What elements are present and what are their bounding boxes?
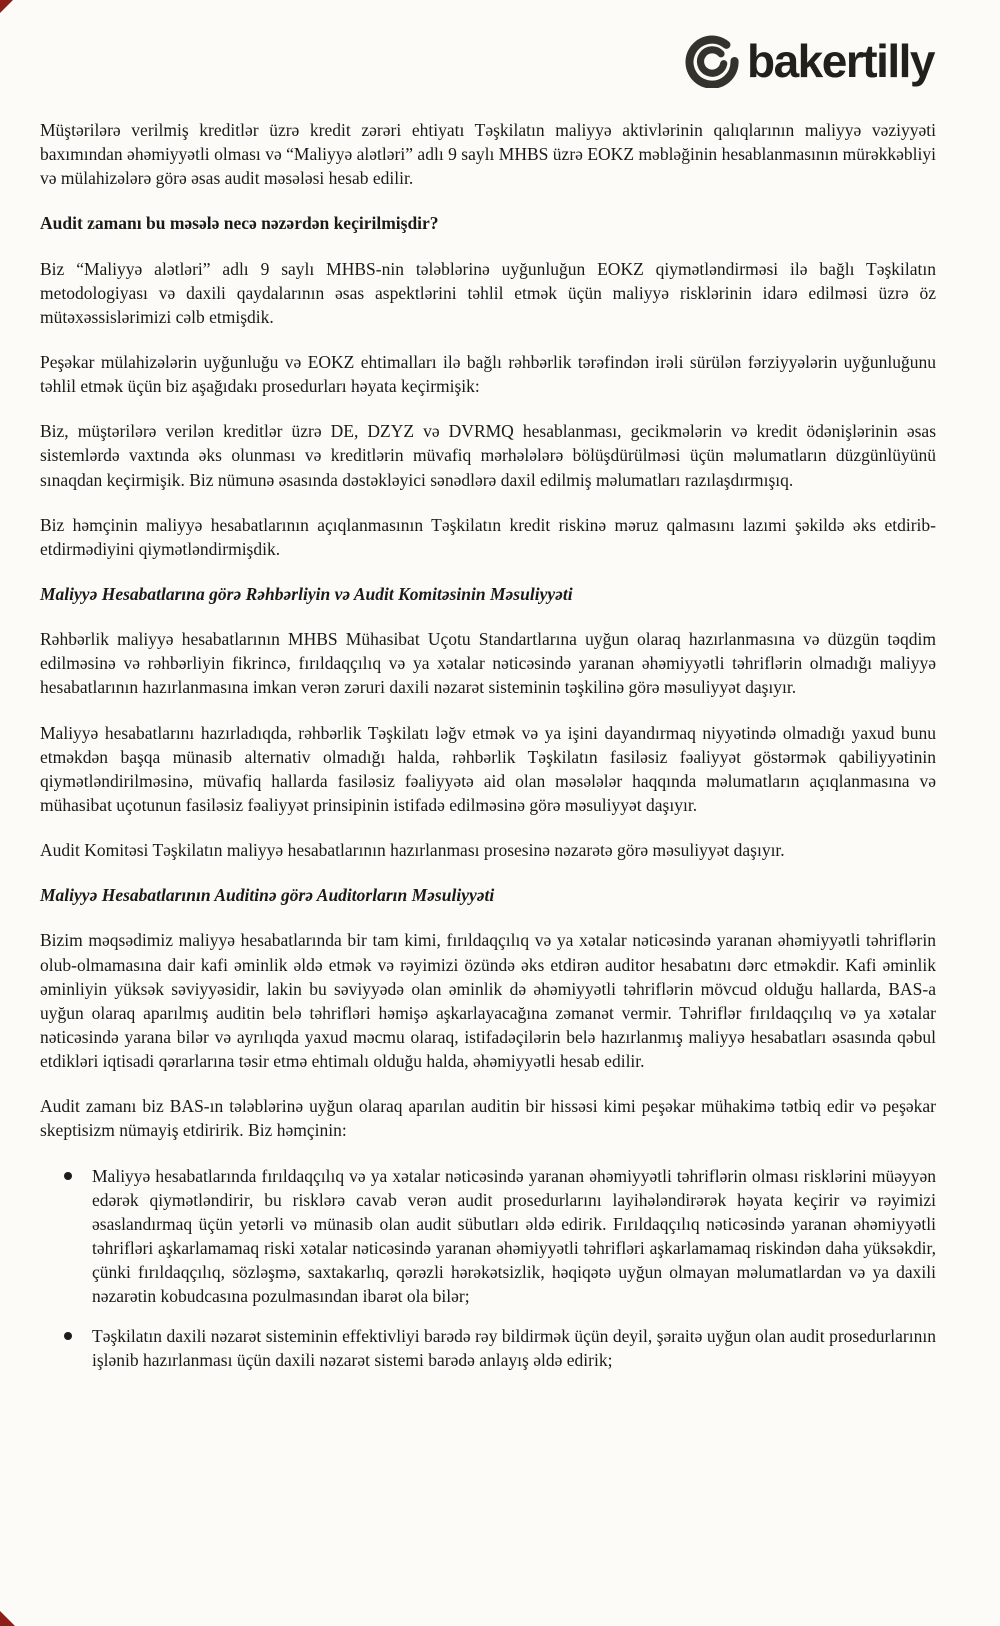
paragraph-audit-committee: Audit Komitəsi Təşkilatın maliyyə hesabatlarının hazırlanması prosesinə nəzarətə görə məsuliyyət daşıyır. <box>40 840 785 861</box>
paragraph-professional-judgement: Audit zamanı biz BAS-ın tələblərinə uyğun olaraq aparılan auditin bir hissəsi kimi peşəkar mühakimə tətbiq edir və peşəkar skeptisizm nümayiş etdiririk. Biz həmçinin: <box>40 1096 936 1141</box>
document-body <box>40 118 936 1373</box>
bakertilly-wordmark: bakertilly <box>747 35 934 87</box>
list-item <box>40 1324 936 1372</box>
auditor-procedures-list <box>40 1164 936 1373</box>
paragraph-disclosure-assessment: Biz həmçinin maliyyə hesabatlarının açıqlanmasının Təşkilatın kredit riskinə məruz qalmasını lazımi şəkildə əks etdirib-etdirmədiyini qiymətləndirmişdik. <box>40 514 936 559</box>
bakertilly-logo <box>40 34 934 88</box>
scan-artifact-top-left <box>0 0 13 13</box>
paragraph-management-responsibility-1: Rəhbərlik maliyyə hesabatlarının MHBS Mühasibat Uçotu Standartlarına uyğun olaraq hazırlanmasına və düzgün təqdim edilməsinə və rəhbərliyin fikrincə, fırıldaqçılıq və ya xətalar nəticəsində yaranan əhəmiyyətli təhriflərin olmadığı maliyyə hesabatlarının hazırlanmasına imkan verən zəruri daxili nəzarət sisteminin təşkilinə görə məsuliyyət daşıyır. <box>40 629 936 698</box>
heading-how-reviewed: Audit zamanı bu məsələ necə nəzərdən keçirilmişdir? <box>40 213 439 234</box>
heading-management-responsibility: Maliyyə Hesabatlarına görə Rəhbərliyin və Audit Komitəsinin Məsuliyyəti <box>40 583 573 604</box>
paragraph-management-responsibility-2: Maliyyə hesabatlarını hazırladıqda, rəhbərlik Təşkilatı ləğv etmək və ya işini dayandırmaq niyyətində olmadığı yaxud bunu etməkdən başqa münasib alternativ olmadığı halda, rəhbərlik Təşkilatın fasiləsiz fəaliyyət göstərmək qabiliyyətinin qiymətləndirilməsinə, müvafiq hallarda fasiləsiz fəaliyyətə aid olan məsələlər haqqında məlumatların açıqlanmasına və mühasibat uçotunun fasiləsiz fəaliyyət prinsipinin istifadə edilməsinə görə məsuliyyət daşıyır. <box>40 722 936 815</box>
paragraph-procedures-intro: Peşəkar mülahizələrin uyğunluğu və EOKZ ehtimalları ilə bağlı rəhbərlik tərəfindən irəli sürülən fərziyyələrin uyğunluğunu təhlil etmək üçün biz aşağıdakı prosedurları həyata keçirmişik: <box>40 351 936 397</box>
heading-auditor-responsibility: Maliyyə Hesabatlarının Auditinə görə Auditorların Məsuliyyəti <box>40 885 495 906</box>
paragraph-data-testing: Biz, müştərilərə verilən kreditlər üzrə DE, DZYZ və DVRMQ hesablanması, gecikmələrin və kredit ödənişlərinin əsas sistemlərdə vaxtında əks olunması və kreditlərin müvafiq mərhələlərə bölüşdürülməsi üçün məlumatların düzgünlüyünü sınaqdan keçirmişik. Biz nümunə əsasında dəstəkləyici sənədlərə daxil edilmiş məlumatları razılaşdırmışıq. <box>40 421 936 490</box>
list-item-text: Təşkilatın daxili nəzarət sisteminin effektivliyi barədə rəy bildirmək üçün deyil, şəraitə uyğun olan audit prosedurlarının işlənib hazırlanması üçün daxili nəzarət sistemi barədə anlayış əldə edirik; <box>92 1326 936 1371</box>
bakertilly-logo-icon <box>685 34 739 88</box>
list-item <box>40 1164 936 1309</box>
paragraph-specialists: Biz “Maliyyə alətləri” adlı 9 saylı MHBS-nin tələblərinə uyğunluğun EOKZ qiymətləndirməsi ilə bağlı Təşkilatın metodologiyası və daxili qaydalarının əsas aspektlərini təhlil etmək üçün maliyyə risklərinin idarə edilməsi üzrə öz mütəxəssislərimizi cəlb etmişdik. <box>40 258 936 327</box>
bullet-dot-icon <box>64 1172 72 1180</box>
scan-artifact-bottom-left <box>0 1611 15 1626</box>
paragraph-auditor-objective: Bizim məqsədimiz maliyyə hesabatlarında bir tam kimi, fırıldaqçılıq və ya xətalar nəticəsində yaranan əhəmiyyətli təhriflərin olub-olmamasına dair kafi əminlik əldə etmək və rəyimizi özündə əks etdirən auditor hesabatını dərc etməkdir. Kafi əminlik əminliyin yüksək səviyyəsidir, lakin bu səviyyədə olan əminlik də əhəmiyyətli təhriflərin mövcud olduğu hallarda, BAS-a uyğun olaraq aparılmış auditin belə təhrifləri həmişə aşkarlayacağına zəmanət vermir. Təhriflər fırıldaqçılıq və ya xətalar nəticəsində yarana bilər və ayrılıqda yaxud məcmu olaraq, istifadəçilərin belə hazırlanmış maliyyə hesabatları əsasında qəbul etdikləri iqtisadi qərarlarına təsir etmə ehtimalı olduğu halda, əhəmiyyətli hesab edilir. <box>40 930 936 1072</box>
paragraph-key-audit-matter: Müştərilərə verilmiş kreditlər üzrə kredit zərəri ehtiyatı Təşkilatın maliyyə aktivlərinin qalıqlarının maliyyə vəziyyəti baxımından əhəmiyyətli olması və “Maliyyə alətləri” adlı 9 saylı MHBS üzrə EOKZ məbləğinin hesablanmasının mürəkkəbliyi və mülahizələrə görə əsas audit məsələsi hesab edilir. <box>40 120 936 189</box>
list-item-text: Maliyyə hesabatlarında fırıldaqçılıq və ya xətalar nəticəsində yaranan əhəmiyyətli təhriflərin olması risklərini müəyyən edərək qiymətləndirir, bu risklərə cavab verən audit prosedurlarını layihələndirərək həyata keçirir və rəyimizi əsaslandırmaq üçün yetərli və münasib olan audit sübutları əldə edirik. Fırıldaqçılıq nəticəsində yaranan əhəmiyyətli təhrifləri aşkarlamamaq riski xətalar nəticəsində yaranan əhəmiyyətli təhrifləri aşkarlamamaq riskindən daha yüksəkdir, çünki fırıldaqçılıq, sözləşmə, saxtakarlıq, qərəzli hərəkətsizlik, həqiqətə uyğun olmayan məlumatlardan və ya daxili nəzarətin kobudcasına pozulmasından ibarət ola bilər; <box>92 1165 936 1307</box>
bullet-dot-icon <box>64 1332 72 1340</box>
